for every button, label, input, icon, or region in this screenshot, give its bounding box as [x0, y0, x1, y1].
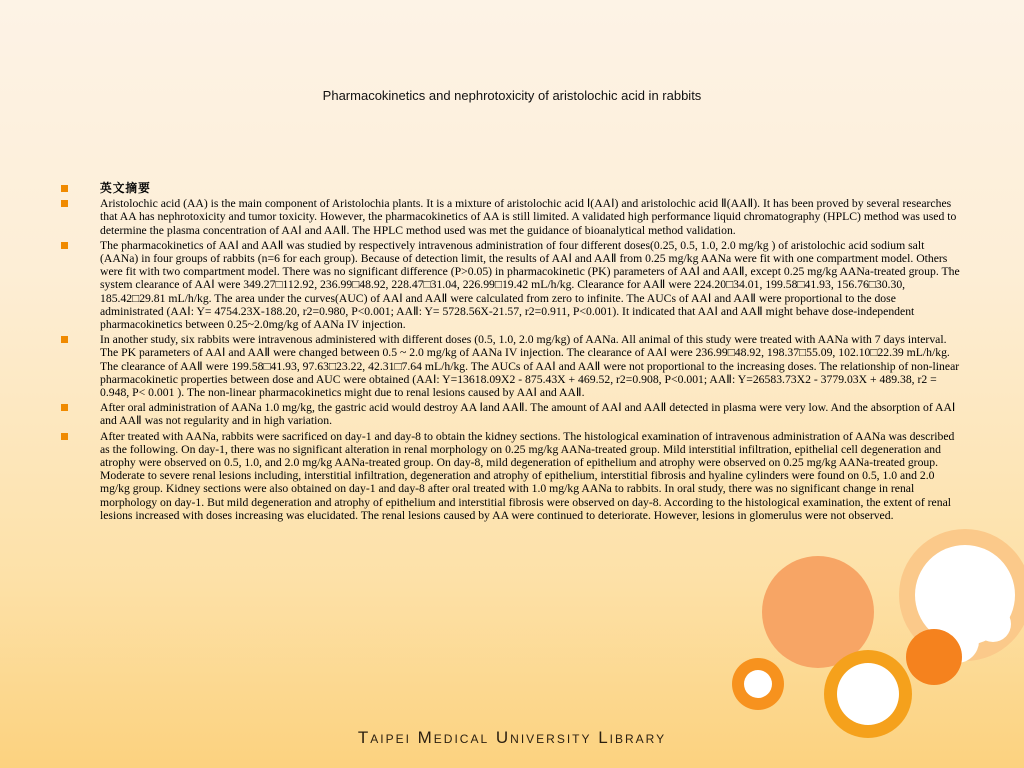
square-bullet-icon: [61, 433, 68, 440]
circle-orange-left-inner: [744, 670, 772, 698]
circle-orange-small: [906, 629, 962, 685]
paragraph-text: After treated with AANa, rabbits were sacrificed on day-1 and day-8 to obtain the kidney sections. The histological examination of intravenous administration of AANa was described as the following. On day-1, there was no significant alteration in renal morphology on 0.25 mg/kg AANa-treated group. Mild interstitial infiltration, epithelial cell degeneration and atrophy were observed on 0.5, 1.0, and 2.0 mg/kg AANa-treated group. On day-8, mild degeneration of epithelium and atrophy were observed on 0.25 mg/kg AANa-treated group. Moderate to severe renal lesions including, interstitial infiltration, degeneration and atrophy of epithelium, interstitial fibrosis and hyaline cylinders were found on 0.5, 1.0 and 2.0 mg/kg group. Kidney sections were also obtained on day-1 and day-8 after oral treated with 1.0 mg/kg AANa to rabbits. In oral study, there was no significant change in renal morphology on day-1. But mild degeneration and atrophy of epithelium and interstitial fibrosis were observed on day-8. According to the histological examination, the extent of renal lesions increased with doses increasing was elucidated. The renal lesions caused by AA were continued to deteriorate. However, lesions in glomerulus were not observed.: [100, 429, 955, 522]
paragraph-text: After oral administration of AANa 1.0 mg/kg, the gastric acid would destroy AA Ⅰand AAⅡ. The amount of AAⅠ and AAⅡ detected in plasma were very low. And the absorption of AAⅠ and AAⅡ was not regularity and in high variation.: [100, 401, 956, 428]
circle-orange-medium: [762, 556, 874, 668]
circle-white-right: [975, 606, 1011, 642]
paragraph-text: The pharmacokinetics of AAⅠ and AAⅡ was studied by respectively intravenous administration of four different doses(0.25, 0.5, 1.0, 2.0 mg/kg ) of aristolochic acid sodium salt (AANa) in four groups of rabbits (n=6 for each group). Because of detection limit, the results of AAⅠ and AAⅡ from 0.25 mg/kg AANa were fit with one compartment model. Others were fit with two compartment model. There was no significant difference (P>0.05) in pharmacokinetic (PK) parameters of AAⅠ and AAⅡ, except 0.25 mg/kg AANa-treated group. The system clearance of AAⅠ were 349.27□112.92, 236.99□48.92, 228.47□31.04, 226.99□19.42 mL/h/kg. Clearance for AAⅡ were 224.20□34.01, 199.58□41.93, 156.76□30.30, 185.42□29.81 mL/h/kg. The area under the curves(AUC) of AAⅠ and AAⅡ were calculated from zero to infinite. The AUCs of AAⅠ and AAⅡ were proportional to the dose administrated (AAⅠ: Y= 4754.23X-188.20, r2=0.980, P<0.001; AAⅡ: Y= 5728.56X-21.57, r2=0.911, P<0.001). It indicated that AAⅠ and AAⅡ might behave dose-independent pharmacokinetics between 0.25~2.0mg/kg of AANa IV injection.: [100, 238, 960, 332]
square-bullet-icon: [61, 242, 68, 249]
bullet-list: [60, 182, 960, 524]
paragraph-text: Aristolochic acid (AA) is the main component of Aristolochia plants. It is a mixture of aristolochic acid Ⅰ(AAⅠ) and aristolochic acid Ⅱ(AAⅡ). It has been proved by several researches that AA has nephrotoxicity and tumor toxicity. However, the pharmacokinetics of AA is still limited. A validated high performance liquid chromatography (HPLC) method was used to determine the plasma concentration of AAⅠ and AAⅡ. The HPLC method used was met the guidance of bioanalytical method validation.: [100, 197, 957, 237]
list-item: [60, 197, 960, 237]
list-item: [60, 401, 960, 427]
abstract-heading: 英文摘要: [100, 182, 151, 195]
list-item: [60, 333, 960, 399]
square-bullet-icon: [61, 185, 68, 192]
paragraph-text: In another study, six rabbits were intravenous administered with different doses (0.5, 1.0, 2.0 mg/kg) of AANa. All animal of this study were treated with AANa with 7 days interval. The PK parameters of AAⅠ and AAⅡ were changed between 0.5 ~ 2.0 mg/kg of AANa IV injection. The clearance of AAⅠ were 236.99□48.92, 198.37□55.09, 102.10□22.39 mL/h/kg. The clearance of AAⅡ were 199.58□41.93, 97.63□23.22, 42.31□7.64 mL/h/kg. The AUCs of AAⅠ and AAⅡ were not proportional to the increasing doses. The relationship of non-linear pharmacokinetic properties between dose and AUC were obtained (AAⅠ: Y=13618.09X2 - 875.43X + 469.52, r2=0.908, P<0.001; AAⅡ: Y=26583.73X2 - 3779.03X + 489.38, r2 = 0.948, P< 0.001 ). The non-linear pharmacokinetics might due to renal lesions caused by AAⅠ and AAⅡ.: [100, 333, 960, 400]
footer-library-name: Taipei Medical University Library: [357, 728, 667, 747]
square-bullet-icon: [61, 336, 68, 343]
list-item: [60, 239, 960, 331]
square-bullet-icon: [61, 200, 68, 207]
circle-gold-large-inner: [837, 663, 899, 725]
list-item: [60, 182, 960, 195]
list-item: [60, 430, 960, 522]
square-bullet-icon: [61, 404, 68, 411]
slide-title: Pharmacokinetics and nephrotoxicity of aristolochic acid in rabbits: [322, 88, 702, 103]
